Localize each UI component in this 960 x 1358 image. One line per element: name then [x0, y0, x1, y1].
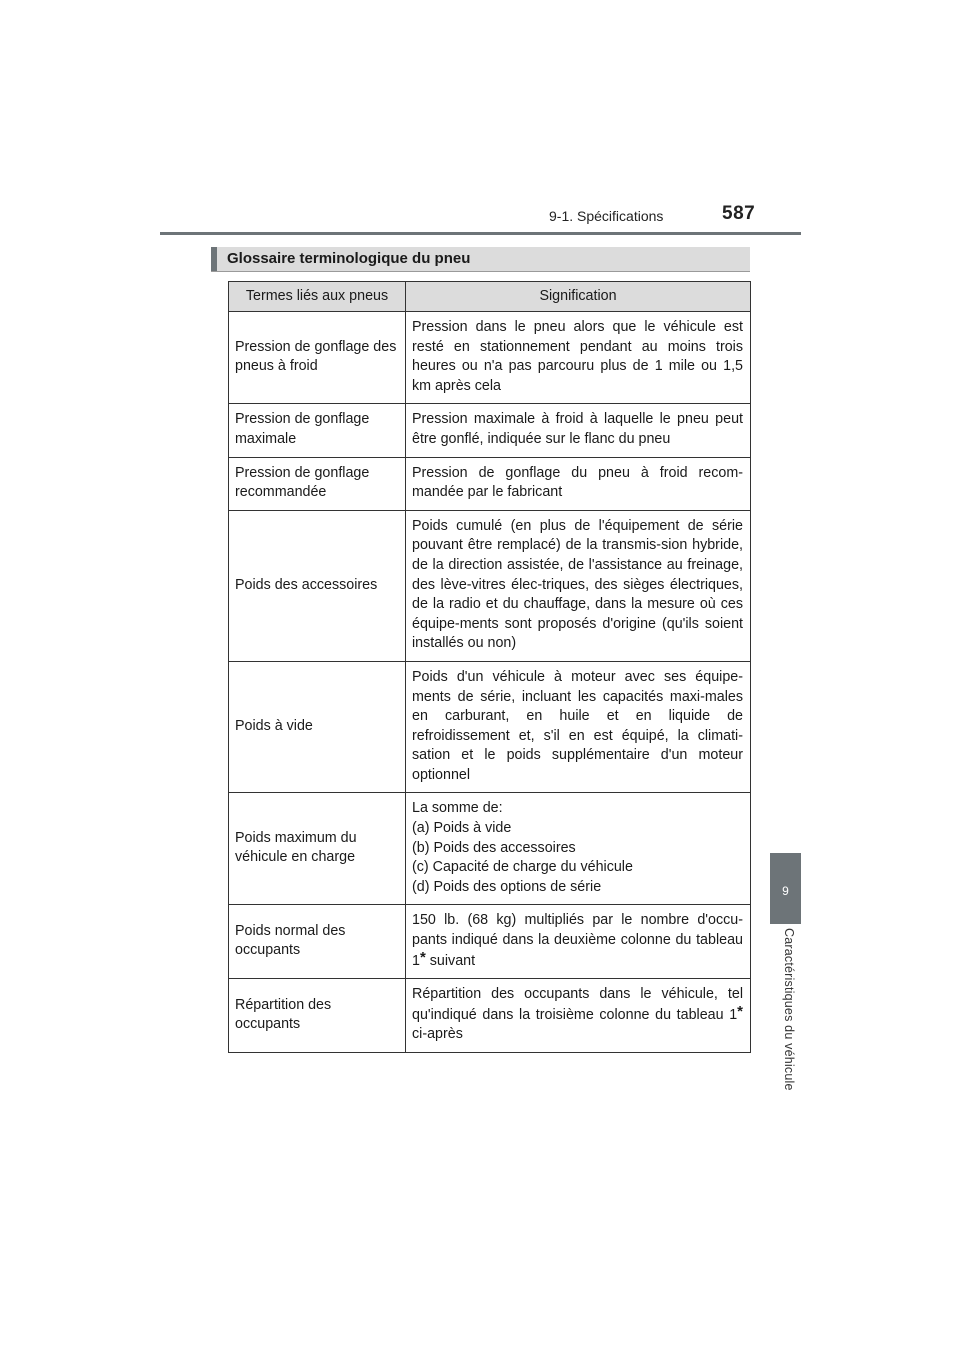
definition-item: (c) Capacité de charge du véhicule: [412, 859, 633, 876]
chapter-tab: [770, 853, 801, 924]
definition-cell: Poids cumulé (en plus de l'équipement de série pouvant être remplacé) de la transmis-sion hybride, de la direction assistée, de l'assistance au freinage, des lève-vitres élec-triques, des sièges électriques, de la radio et du chauffage, dans la mesure où ces équipe-ments sont proposés d'origine (qu'ils soient installés ou non): [406, 510, 751, 661]
table-row: [229, 312, 751, 404]
definition-item: (b) Poids des accessoires: [412, 839, 576, 856]
table-row: [229, 905, 751, 979]
definition-cell: [406, 793, 751, 905]
title-underline: [211, 271, 750, 272]
term-cell: Pression de gonflage maximale: [229, 404, 406, 457]
table-row: [229, 457, 751, 510]
term-cell: Répartition des occupants: [229, 979, 406, 1053]
term-cell: Pression de gonflage recommandée: [229, 457, 406, 510]
chapter-number: 9: [782, 884, 789, 898]
definition-cell: Pression maximale à froid à laquelle le pneu peut être gonflé, indiquée sur le flanc du pneu: [406, 404, 751, 457]
glossary-table: [228, 281, 751, 1053]
definition-intro: La somme de:: [412, 800, 503, 817]
section-title: Glossaire terminologique du pneu: [211, 247, 750, 271]
definition-text-end: ci-après: [412, 1026, 463, 1043]
definition-cell: [406, 905, 751, 979]
term-cell: Poids normal des occupants: [229, 905, 406, 979]
term-cell: Poids maximum du véhicule en charge: [229, 793, 406, 905]
table-row: [229, 661, 751, 793]
table-row: [229, 404, 751, 457]
definition-cell: Pression de gonflage du pneu à froid recom-mandée par le fabricant: [406, 457, 751, 510]
definition-item: (d) Poids des options de série: [412, 878, 602, 895]
section-heading: 9-1. Spécifications: [549, 208, 664, 224]
definition-text: 150 lb. (68 kg) multipliés par le nombre d'occu-pants indiqué dans la deuxième colonne du tableau 1: [412, 912, 743, 969]
definition-item: (a) Poids à vide: [412, 820, 512, 837]
header-divider: [160, 232, 801, 235]
definition-cell: [406, 979, 751, 1053]
definition-text: Répartition des occupants dans le véhicule, tel qu'indiqué dans la troisième colonne du tableau 1: [412, 986, 743, 1023]
term-cell: Pression de gonflage des pneus à froid: [229, 312, 406, 404]
definition-cell: Poids d'un véhicule à moteur avec ses équipe-ments de série, incluant les capacités maxi-males en carburant, en huile et en liquide de refroidissement et, s'il en est équipé, la climati-sation et le poids supplémentaire d'un moteur optionnel: [406, 661, 751, 793]
definition-text-end: suivant: [425, 952, 476, 969]
chapter-label: Caractéristiques du véhicule: [782, 928, 796, 1091]
column-header-meaning: Signification: [406, 282, 751, 312]
definition-cell: Pression dans le pneu alors que le véhicule est resté en stationnement pendant au moins trois heures ou n'a pas parcouru plus de 1 mile ou 1,5 km après cela: [406, 312, 751, 404]
column-header-terms: Termes liés aux pneus: [229, 282, 406, 312]
table-row: [229, 979, 751, 1053]
footnote-mark: *: [419, 948, 426, 966]
page-number: 587: [722, 203, 756, 224]
term-cell: Poids à vide: [229, 661, 406, 793]
table-header-row: [229, 282, 751, 312]
footnote-mark: *: [737, 1002, 743, 1020]
table-row: [229, 793, 751, 905]
table-row: [229, 510, 751, 661]
term-cell: Poids des accessoires: [229, 510, 406, 661]
